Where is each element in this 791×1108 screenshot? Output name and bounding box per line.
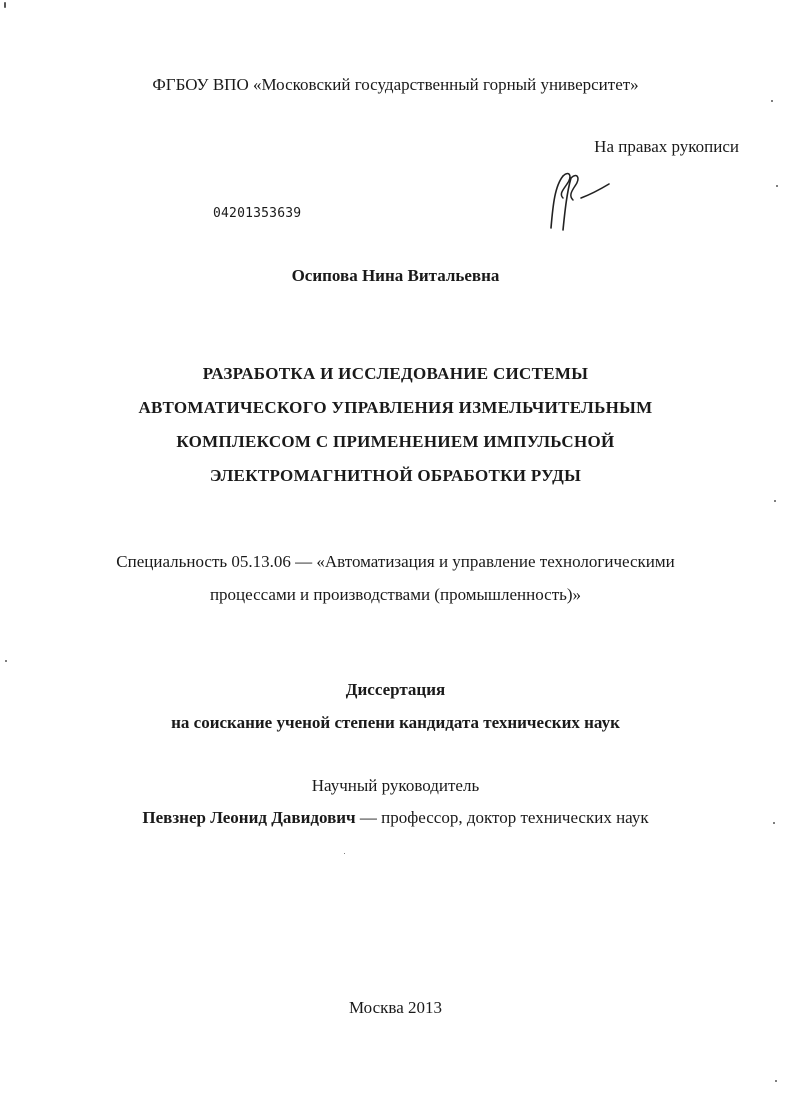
supervisor-name: Певзнер Леонид Давидович bbox=[142, 808, 356, 827]
specialty-line-2: процессами и производствами (промышленность)» bbox=[209, 585, 582, 604]
specialty-line-1: Специальность 05.13.06 — «Автоматизация и управление технологическими bbox=[116, 552, 675, 571]
scan-speck bbox=[776, 185, 778, 187]
scan-speck bbox=[771, 100, 773, 102]
dissertation-title bbox=[0, 357, 791, 493]
supervisor-title: — профессор, доктор технических наук bbox=[355, 808, 649, 827]
city-year: Москва 2013 bbox=[348, 998, 443, 1017]
dissertation-label: Диссертация bbox=[345, 680, 446, 699]
title-line: ЭЛЕКТРОМАГНИТНОЙ ОБРАБОТКИ РУДЫ bbox=[209, 466, 582, 485]
title-line: АВТОМАТИЧЕСКОГО УПРАВЛЕНИЯ ИЗМЕЛЬЧИТЕЛЬНЫМ bbox=[138, 398, 653, 417]
title-line: КОМПЛЕКСОМ С ПРИМЕНЕНИЕМ ИМПУЛЬСНОЙ bbox=[176, 432, 615, 451]
catalog-number: 04201353639 bbox=[213, 206, 302, 221]
supervisor-label: Научный руководитель bbox=[311, 776, 480, 795]
manuscript-note: На правах рукописи bbox=[594, 137, 739, 156]
scan-speck bbox=[773, 822, 775, 824]
degree-line: на соискание ученой степени кандидата технических наук bbox=[171, 713, 620, 732]
scan-speck bbox=[5, 660, 7, 662]
supervisor-line bbox=[0, 808, 791, 828]
handwritten-signature bbox=[543, 168, 615, 236]
scan-speck bbox=[775, 1080, 777, 1082]
organization-name: ФГБОУ ВПО «Московский государственный горный университет» bbox=[152, 75, 639, 94]
scan-speck bbox=[4, 2, 6, 8]
title-line: РАЗРАБОТКА И ИССЛЕДОВАНИЕ СИСТЕМЫ bbox=[202, 364, 589, 383]
author-name: Осипова Нина Витальевна bbox=[291, 266, 500, 285]
scan-speck bbox=[774, 500, 776, 502]
scan-speck bbox=[344, 853, 345, 854]
